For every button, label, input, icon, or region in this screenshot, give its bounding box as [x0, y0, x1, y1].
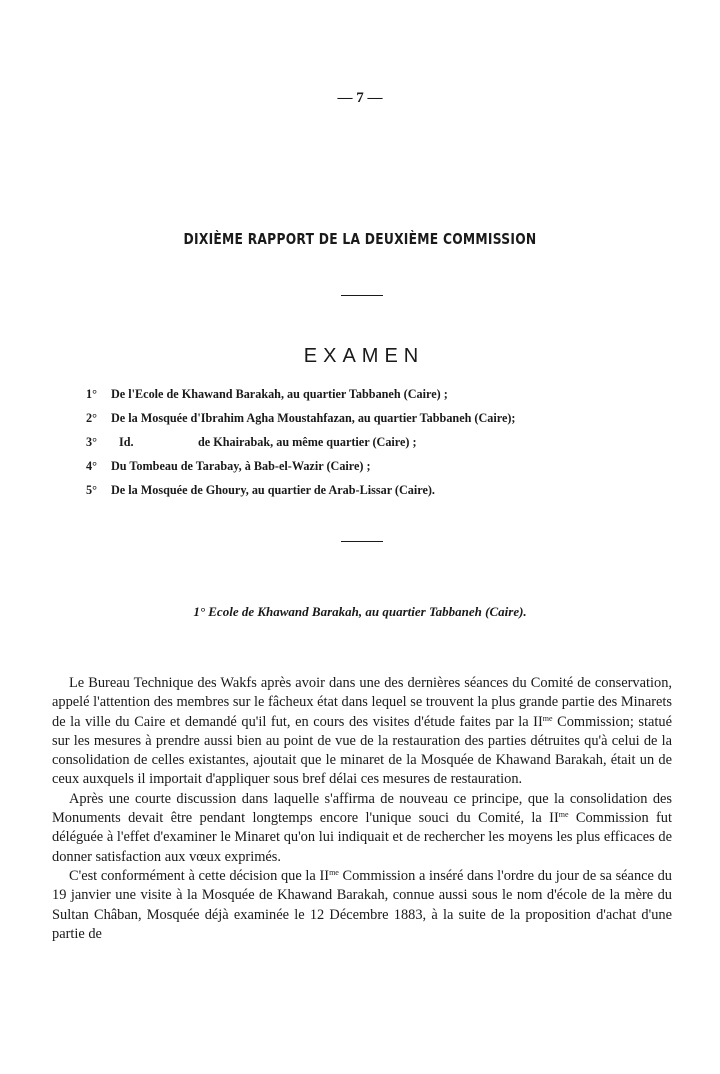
paragraph [52, 790, 672, 867]
superscript: me [329, 867, 339, 877]
report-title: DIXIÈME RAPPORT DE LA DEUXIÈME COMMISSION [183, 230, 537, 248]
paragraph-text: C'est conformément à cette décision que la II [69, 867, 330, 884]
section-title: 1° Ecole de Khawand Barakah, au quartier Tabbaneh (Caire). [193, 604, 527, 619]
exam-item-idem: Id. [119, 435, 134, 449]
paragraph-text: Commission fut déléguée à l'effet d'examiner le Minaret qu'on lui indiquait et de rechercher les moyens les plus efficaces de donner satisfaction aux vœux exprimés. [52, 810, 672, 865]
exam-item-text: De l'Ecole de Khawand Barakah, au quartier Tabbaneh (Caire) ; [111, 387, 448, 401]
exam-item-number: 1° [86, 387, 97, 401]
exam-item-number: 5° [86, 483, 97, 497]
page-number: — 7 — [337, 90, 383, 106]
exam-item-text: Du Tombeau de Tarabay, à Bab-el-Wazir (Caire) ; [111, 459, 371, 473]
exam-item-text: De la Mosquée de Ghoury, au quartier de Arab-Lissar (Caire). [111, 483, 435, 497]
exam-heading: EXAMEN [303, 345, 425, 367]
exam-item [86, 478, 686, 502]
exam-item-number: 4° [86, 459, 97, 473]
paragraph-text: Commission; statué sur les mesures à prendre aussi bien au point de vue de la restauration des parties détruites qu'à celui de la consolidation de celles existantes, ajoutait que le minaret de la Mosquée de Khawand Barakah, était un de ceux auxquels il importait d'appliquer sous bref délai ces mesures de restauration. [52, 713, 672, 788]
paragraph-text: Commission a inséré dans l'ordre du jour de sa séance du 19 janvier une visite à la Mosquée de Khawand Barakah, connue aussi sous le nom d'école de la mère du Sultan Châban, Mosquée déjà examinée le 12 Décembre 1883, à la suite de la proposition d'achat d'une partie de [52, 867, 672, 942]
exam-item-text: de Khairabak, au même quartier (Caire) ; [198, 435, 417, 449]
divider-rule [341, 541, 383, 542]
exam-item-number: 3° [86, 435, 97, 449]
exam-item-text: De la Mosquée d'Ibrahim Agha Moustahfazan, au quartier Tabbaneh (Caire); [111, 411, 516, 425]
body-text [52, 674, 672, 944]
divider-rule [341, 295, 383, 296]
exam-item [86, 406, 686, 430]
paragraph-text: Après une courte discussion dans laquelle s'affirma de nouveau ce principe, que la consolidation des Monuments devait être pendant longtemps encore l'unique souci du Comité, la II [52, 790, 672, 827]
exam-item-number: 2° [86, 411, 97, 425]
paragraph-text: Le Bureau Technique des Wakfs après avoir dans une des dernières séances du Comité de conservation, appelé l'attention des membres sur le fâcheux état dans lequel se trouvent la plus grande partie des Minarets de la ville du Caire et demandé qu'il fut, en cours des visites d'étude faites par la II [52, 675, 672, 730]
exam-item [86, 454, 686, 478]
exam-item [86, 382, 686, 406]
paragraph [52, 674, 672, 790]
paragraph [52, 867, 672, 944]
exam-item [86, 430, 686, 454]
exam-list [86, 382, 686, 502]
superscript: me [558, 810, 569, 820]
superscript: me [542, 713, 553, 723]
